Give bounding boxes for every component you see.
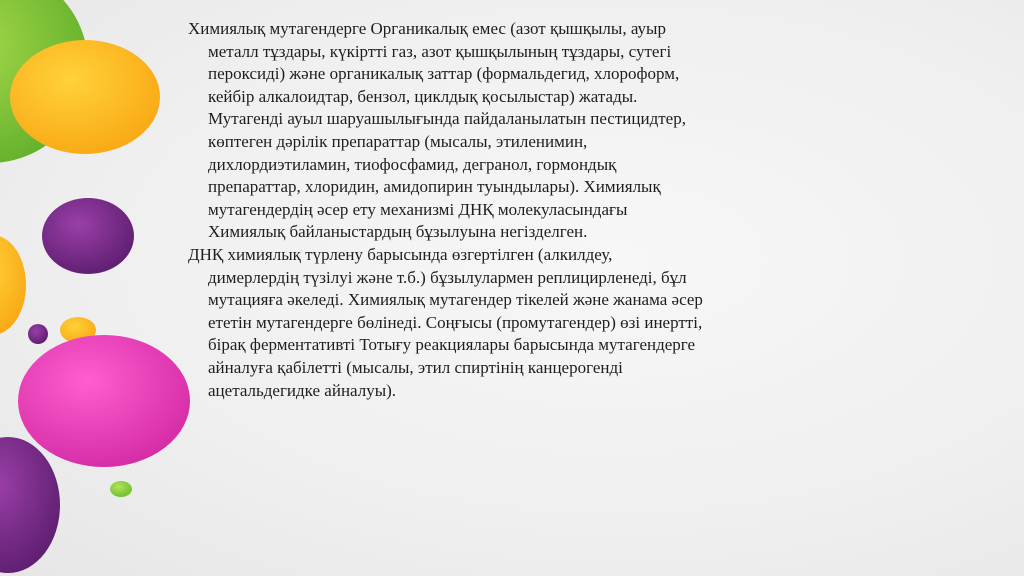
- yellow-ellipse-left: [0, 235, 26, 335]
- line: бірақ ферментативті Тотығу реакциялары барысында мутагендерге: [208, 335, 696, 355]
- yellow-ellipse-top: [10, 40, 160, 154]
- line: дихлордиэтиламин, тиофосфамид, дегранол, гормондық: [208, 154, 617, 174]
- line: ДНҚ химиялық түрлену барысында өзгертілген (алкилдеу,: [188, 244, 613, 264]
- line: Химиялық мутагендерге Органикалық емес (азот қышқылы, ауыр: [188, 19, 666, 38]
- purple-ellipse-bottom: [0, 437, 60, 573]
- line: мутацияға әкеледі. Химиялық мутагендер тікелей және жанама әсер: [208, 290, 703, 310]
- purple-ellipse-mid: [42, 198, 134, 274]
- line: кейбір алкалоидтар, бензол, циклдық қосылыстар) жатады.: [208, 86, 638, 106]
- green-dot-small: [110, 481, 132, 497]
- line: димерлердің түзілуі және т.б.) бұзылулармен реплицирленеді, бұл: [208, 267, 687, 287]
- body-text: [188, 18, 838, 402]
- line: Мутагенді ауыл шаруашылығында пайдаланылатын пестицидтер,: [208, 109, 686, 129]
- line: металл тұздары, күкіртті газ, азот қышқылының тұздары, сутегі: [208, 41, 672, 61]
- line: ететін мутагендерге бөлінеді. Соңғысы (промутагендер) өзі инертті,: [208, 312, 703, 332]
- paragraph-2: [188, 244, 838, 402]
- line: Химиялық байланыстардың бұзылуына негізделген.: [208, 222, 588, 242]
- line: мутагендердің әсер ету механизмі ДНҚ молекуласындағы: [208, 199, 628, 219]
- line: ацетальдегидке айналуы).: [208, 380, 397, 400]
- line: айналуға қабілетті (мысалы, этил спиртінің канцерогенді: [208, 357, 623, 377]
- paragraph-1: [188, 18, 838, 244]
- purple-dot-small: [28, 324, 48, 344]
- line: көптеген дәрілік препараттар (мысалы, этиленимин,: [208, 131, 588, 151]
- magenta-ellipse: [18, 335, 190, 467]
- line: препараттар, хлоридин, амидопирин туындылары). Химиялық: [208, 177, 661, 197]
- line: пероксиді) және органикалық заттар (формальдегид, хлороформ,: [208, 64, 680, 84]
